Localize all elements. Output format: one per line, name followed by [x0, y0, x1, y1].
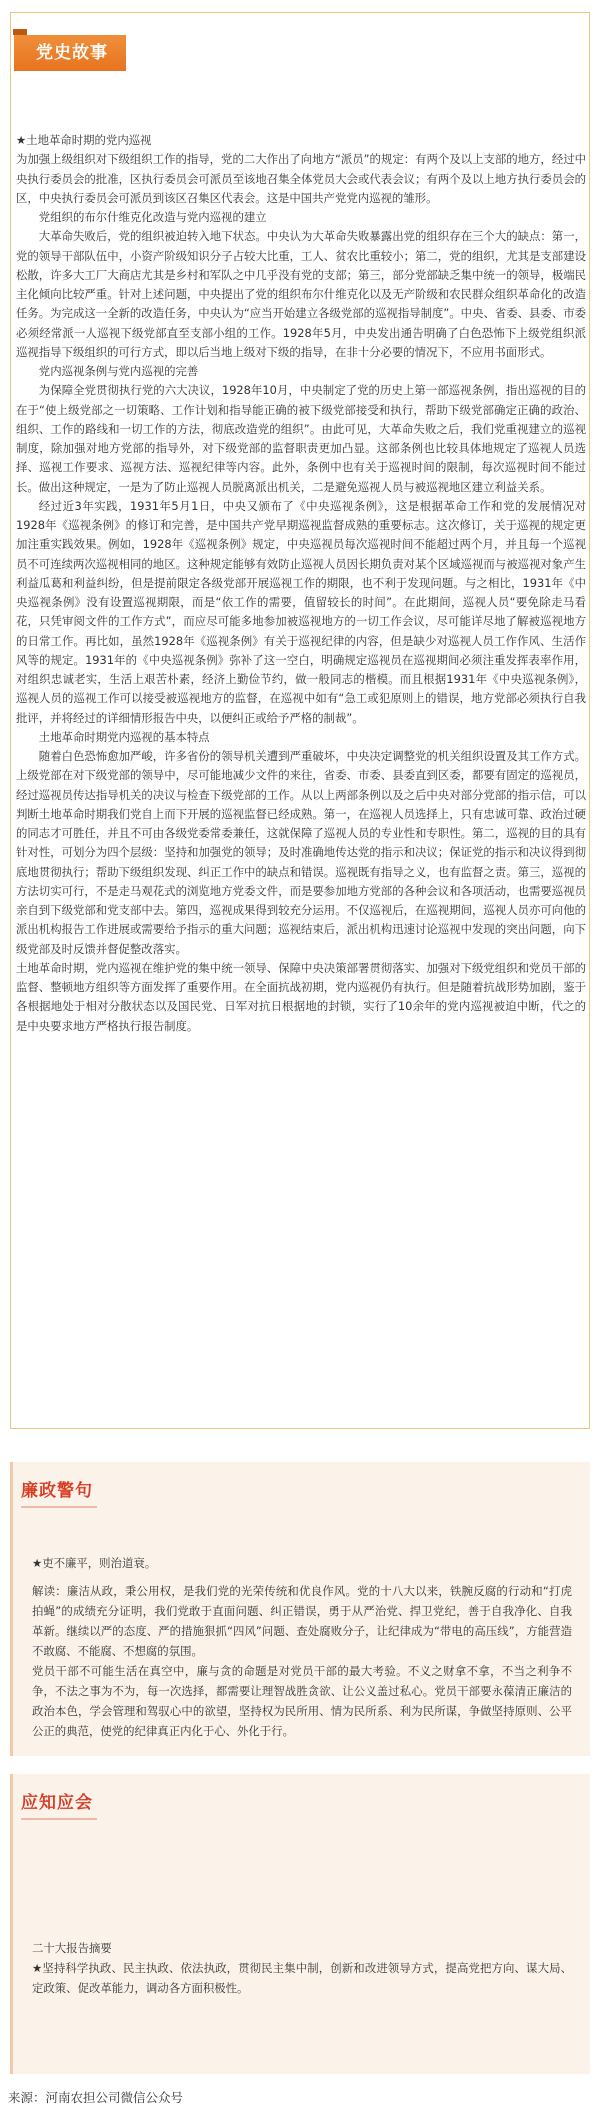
story-paragraph: 随着白色恐怖愈加严峻，许多省份的领导机关遭到严重破坏，中央决定调整党的机关组织设置及其工作方式。上级党部在对下级党部的领导中，尽可能地减少文件的来往，省委、市委、县委直到区委，都要有固定的巡视员，经过巡视员传达指导机关的决议与检查下级党部的工作。从以上两部条例以及之后中央对部分党部的指示信，可以判断土地革命时期我们党自上而下开展的巡视监督已经成熟。第一，在巡视人员选择上，只有忠诚可靠、政治过硬的同志才可胜任，并且不可由各级党委常委兼任，这就保障了巡视人员的专业性和专职性。第二，巡视的目的具有针对性，可划分为四个层级：坚持和加强党的领导；及时准确地传达党的指示和决议；保证党的指示和决议得到彻底地贯彻执行；帮助下级组织发现、纠正工作中的缺点和错误。巡视既有指导之义，也有监督之责。第三，巡视的方法切实可行，不是走马观花式的浏览地方党委文件，而是要参加地方党部的各种会议和各项活动，也需要巡视员亲自到下级党部和党支部中去。第四，巡视成果得到较充分运用。不仅巡视后，在巡视期间，巡视人员亦可向他的派出机构报告工作进展或需要给予指示的重大问题；巡视结束后，派出机构迅速讨论巡视中发现的突出问题，向下级党部及时反馈并督促整改落实。 [16, 749, 586, 956]
integrity-quote-heading: 廉政警句 [21, 1476, 93, 1501]
story-paragraph: 大革命失败后，党的组织被迫转入地下状态。中央认为大革命失败暴露出党的组织存在三个大的缺点：第一，党的领导干部队伍中，小资产阶级知识分子占较大比重，工人、贫农比重较小；第二，党的组织，尤其是支部建设松散，许多大工厂大商店尤其是乡村和军队之中几乎没有党的支部；第三，部分党部缺乏集中统一的领导，极端民主化倾向比较严重。针对上述问题，中央提出了党的组织布尔什维克化以及无产阶级和农民群众组织革命化的改造任务。为完成这一全新的改造任务，中央认为“应当开始建立各级党部的巡视指导制度”。中央、省委、县委、市委必须经常派一人巡视下级党部直至支部小组的工作。1928年5月，中央发出通告明确了白色恐怖下上级党组织派巡视指导下级组织的可行方式，即以后当地上级对下级的指导，在非十分必要的情况下，不应用书面形式。 [16, 229, 586, 359]
must-know-heading: 应知应会 [21, 1788, 93, 1813]
party-history-text [16, 131, 586, 1036]
knowledge-title: 二十大报告摘要 [32, 1941, 112, 1955]
story-paragraph: 土地革命时期，党内巡视在维护党的集中统一领导、保障中央决策部署贯彻落实、加强对下级党组织和党员干部的监督、整顿地方组织等方面发挥了重要作用。在全面抗战初期，党内巡视仍有执行。但是随着抗战形势加剧，鉴于各根据地处于相对分散状态以及国民党、日军对抗日根据地的封锁，实行了10余年的党内巡视被迫中断，代之的是中央要求地方严格执行报告制度。 [16, 960, 586, 1033]
knowledge-paragraph: ★坚持科学执政、民主执政、依法执政，贯彻民主集中制，创新和改进领导方式，提高党把方向、谋大局、定政策、促改革能力，调动各方面积极性。 [32, 1961, 572, 1995]
story-subheading: 土地革命时期党内巡视的基本特点 [38, 729, 210, 744]
quote-interpretation: 解读：廉洁从政，秉公用权，是我们党的光荣传统和优良作风。党的十八大以来，铁腕反腐的行动和“打虎拍蝇”的成绩充分证明，我们党敢于直面问题、纠正错误，勇于从严治党、捍卫党纪，善于自我净化、自我革新。继续以严的态度、严的措施狠抓“四风”问题、查处腐败分子，让纪律成为“带电的高压线”，方能营造不敢腐、不能腐、不想腐的氛围。 [32, 1584, 572, 1658]
quote-line: ★吏不廉平，则治道衰。 [32, 1556, 157, 1570]
party-history-tag: 党史故事 [14, 35, 126, 71]
must-know-text [32, 1938, 572, 1998]
story-title: ★土地革命时期的党内巡视 [16, 133, 152, 147]
story-subheading: 党内巡视条例与党内巡视的完善 [38, 364, 199, 378]
quote-paragraph: 党员干部不可能生活在真空中，廉与贪的命题是对党员干部的最大考验。不义之财拿不拿，不当之利争不争，不法之事为不为，每一次选择，都需要让理智战胜贪欲、让公义盖过私心。党员干部要永葆清正廉洁的政治本色，学会管理和驾驭心中的欲望，坚持权为民所用、情为民所系、利为民所谋，争做坚持原则、公平公正的典范，使党的纪律真正内化于心、外化于行。 [32, 1664, 572, 1738]
source-credit: 来源：河南农担公司微信公众号 [8, 2090, 184, 2105]
story-paragraph: 为加强上级组织对下级组织工作的指导，党的二大作出了向地方“派员”的规定：有两个及以上支部的地方，经过中央执行委员会的批准，区执行委员会可派员至该地召集全体党员大会或代表会议；有两个及以上地方执行委员会的区，中央执行委员会可派员到该区召集区代表会。这是中国共产党党内巡视的雏形。 [16, 152, 586, 205]
must-know-section [10, 1774, 590, 2074]
party-history-section [10, 12, 590, 1429]
integrity-quote-text [32, 1553, 572, 1741]
story-paragraph: 为保障全党贯彻执行党的六大决议，1928年10月，中央制定了党的历史上第一部巡视条例，指出巡视的目的在于“使上级党部之一切策略、工作计划和指导能正确的被下级党部接受和执行，帮助下级党部确定正确的政治、组织、工作的路线和一切工作的方法，彻底改造党的组织”。由此可见，大革命失败之后，我们党重视建立的巡视制度，除加强对地方党部的指导外，对下级党部的监督职责更加凸显。这部条例也比较具体地规定了巡视人员选择、巡视工作要求、巡视方法、巡视纪律等内容。此外，条例中也有关于巡视时间的限制，每次巡视时间不能过长。做出这种规定，一是为了防止巡视人员脱离派出机关，二是避免巡视人员与被巡视地区建立利益关系。 [16, 383, 586, 494]
story-subheading: 党组织的布尔什维克化改造与党内巡视的建立 [38, 210, 267, 224]
story-paragraph: 经过近3年实践，1931年5月1日，中央又颁布了《中央巡视条例》，这是根据革命工作和党的发展情况对1928年《巡视条例》的修订和完善，是中国共产党早期巡视监督成熟的重要标志。这次修订，关于巡视的规定更加注重实践效果。例如，1928年《巡视条例》规定，中央巡视员每次巡视时间不能超过两个月，并且每一个巡视员不可连续两次巡视相同的地区。这种规定能够有效防止巡视人员因长期负责对某个区域巡视而与被巡视对象产生利益瓜葛和利益纠纷，但是提前限定各级党部开展巡视工作的期限，也不利于发现问题。与之相比，1931年《中央巡视条例》没有设置巡视期限，而是“依工作的需要，值留较长的时间”。在此期间，巡视人员“要免除走马看花，只凭审阅文件的工作方式”，而应尽可能多地参加被巡视地方的一切工作会议，尽可能详尽地了解被巡视地方的日常工作。再比如，虽然1928年《巡视条例》有关于巡视纪律的内容，但是缺少对巡视人员工作作风、生活作风等的规定。1931年的《中央巡视条例》弥补了这一空白，明确规定巡视员在巡视期间必须注重发挥表率作用，对组织忠诚老实，生活上艰苦朴素，经济上勤俭节约，做一般同志的楷模。而且根据1931年《中央巡视条例》，巡视人员的巡视工作可以接受被巡视地方的监督，在巡视中如有“急工或犯原则上的错误，地方党部必须执行自我批评，并将经过的详细情形报告中央，以便纠正或给予严格的制裁”。 [16, 498, 586, 725]
